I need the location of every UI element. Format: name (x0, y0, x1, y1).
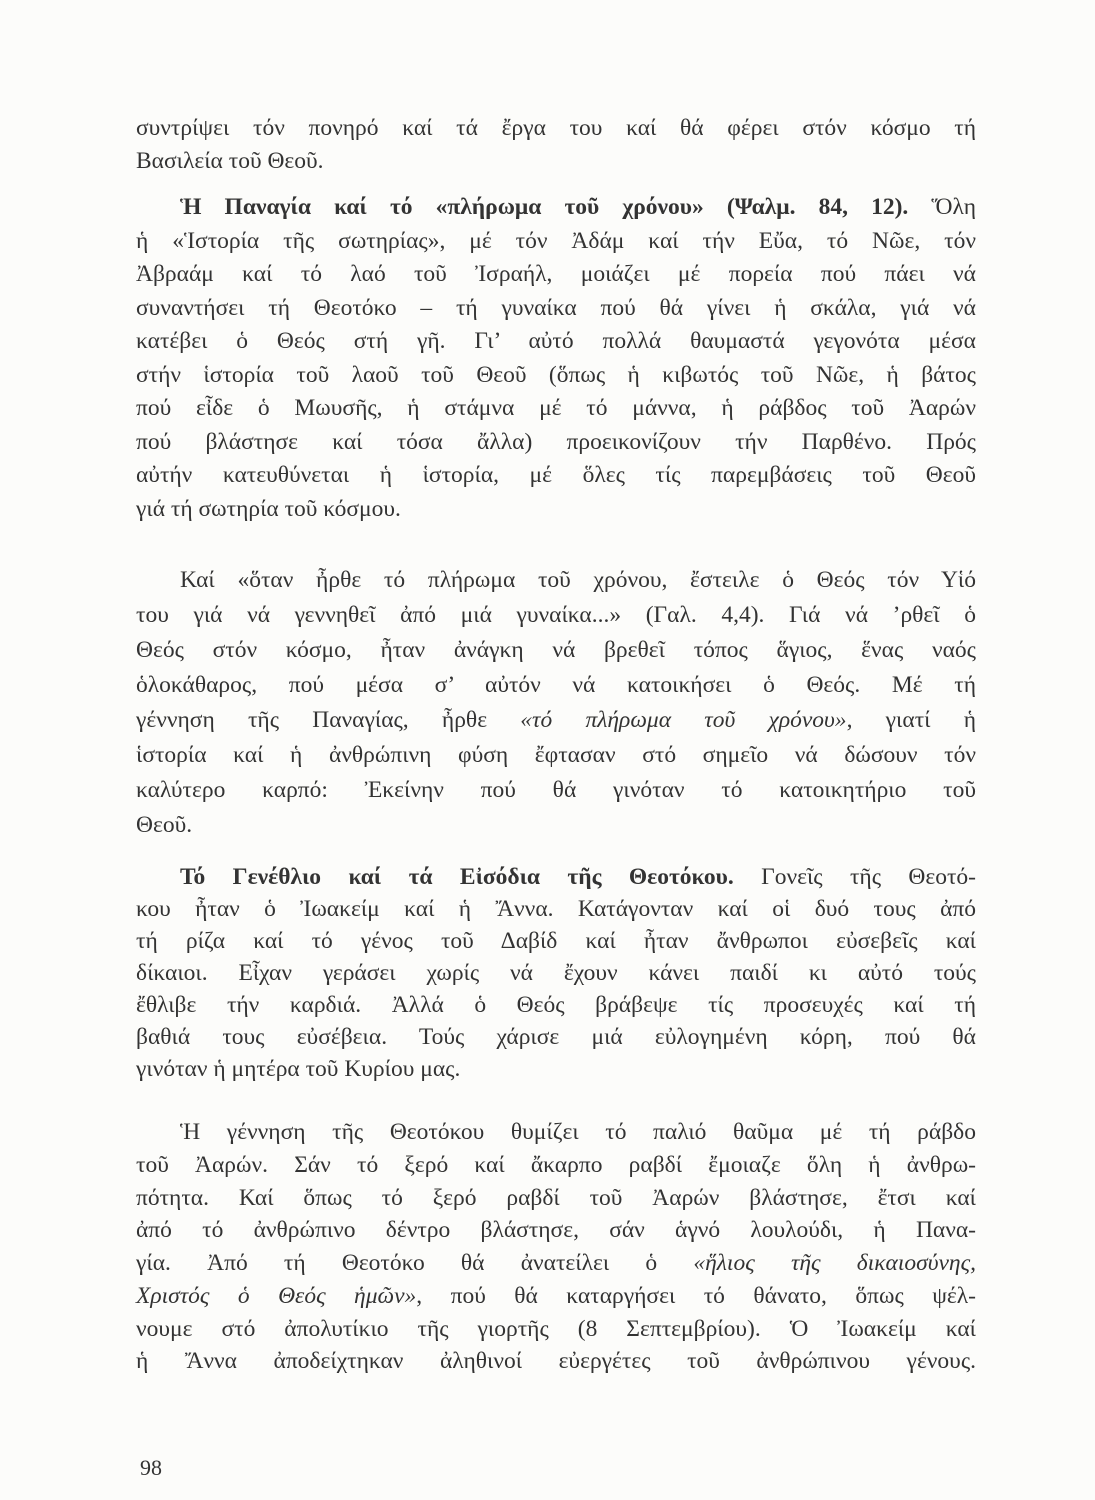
section-heading: Τό Γενέθλιο καί τά Εἰσόδια τῆς Θεοτόκου. (180, 864, 734, 890)
text-segment: ὁλοκάθαρος, πού μέσα σ’ αὐτόν νά κατοικήσει ὁ Θεός. Μέ τή (136, 672, 976, 698)
text-line (136, 1053, 976, 1085)
section-heading: Ἡ Παναγία καί τό «πλήρωμα τοῦ χρόνου» (Ψαλμ. 84, 12). (180, 194, 909, 220)
text-segment: Θεοῦ. (136, 812, 193, 838)
text-line (136, 392, 976, 426)
quotation: Χριστός ὁ Θεός ἡμῶν» (136, 1282, 417, 1309)
text-line (136, 633, 976, 668)
text-line (136, 989, 976, 1021)
paragraph-fullness-of-time (136, 191, 976, 526)
paragraph-birth-of-theotokos (136, 1116, 976, 1378)
text-line (136, 1149, 976, 1182)
text-line (136, 258, 976, 292)
text-line (136, 738, 976, 773)
text-line (136, 808, 976, 843)
text-line (136, 563, 976, 598)
text-line (136, 325, 976, 359)
text-line (136, 1214, 976, 1247)
text-line (136, 145, 976, 178)
text-segment: συντρίψει τόν πονηρό καί τά ἔργα του καί θά φέρει στόν κόσμο τή (136, 115, 976, 141)
text-segment: ἡ Ἄννα ἀποδείχτηκαν ἀληθινοί εὐεργέτες τοῦ ἀνθρώπινου γένους. (136, 1348, 976, 1375)
text-segment: τή ρίζα καί τό γένος τοῦ Δαβίδ καί ἦταν ἄνθρωποι εὐσεβεῖς καί (136, 928, 976, 954)
quotation: «ἥλιος τῆς δικαιοσύνης, (693, 1250, 976, 1276)
text-segment: Ἀβραάμ καί τό λαό τοῦ Ἰσραήλ, μοιάζει μέ πορεία πού πάει νά (136, 261, 976, 287)
text-line (136, 773, 976, 808)
text-segment: , πού θά καταργήσει τό θάνατο, ὅπως ψέλ- (416, 1282, 976, 1309)
text-segment: Ὅλη (908, 194, 976, 220)
paragraph-galatians-quote (136, 563, 976, 843)
text-segment: γιά τή σωτηρία τοῦ κόσμου. (136, 495, 401, 522)
text-segment: ἱστορία καί ἡ ἀνθρώπινη φύση ἔφτασαν στό σημεῖο νά δώσουν τόν (136, 742, 976, 768)
text-segment: ἔθλιβε τήν καρδιά. Ἀλλά ὁ Θεός βράβεψε τίς προσευχές καί τή (136, 992, 976, 1018)
text-line (136, 861, 976, 893)
text-line (136, 225, 976, 259)
text-segment: αὐτήν κατευθύνεται ἡ ἱστορία, μέ ὅλες τίς παρεμβάσεις τοῦ Θεοῦ (136, 462, 976, 488)
text-segment: κατέβει ὁ Θεός στή γῆ. Γι’ αὐτό πολλά θαυμαστά γεγονότα μέσα (136, 328, 976, 354)
text-line (136, 957, 976, 989)
text-line (136, 459, 976, 493)
text-segment: του γιά νά γεννηθεῖ ἀπό μιά γυναίκα...» (Γαλ. 4,4). Γιά νά ’ρθεῖ ὁ (136, 602, 976, 628)
text-line (136, 668, 976, 703)
text-segment: πού βλάστησε καί τόσα ἄλλα) προεικονίζουν τήν Παρθένο. Πρός (136, 428, 976, 455)
text-line (136, 598, 976, 633)
text-segment: κου ἦταν ὁ Ἰωακείμ καί ἡ Ἄννα. Κατάγονταν καί οἱ δυό τους ἀπό (136, 896, 976, 922)
text-segment: Βασιλεία τοῦ Θεοῦ. (136, 148, 324, 174)
text-line (136, 359, 976, 393)
text-segment: τοῦ Ἀαρών. Σάν τό ξερό καί ἄκαρπο ραβδί ἔμοιαζε ὅλη ἡ ἀνθρω- (136, 1151, 976, 1178)
text-segment: καλύτερο καρπό: Ἐκείνην πού θά γινόταν τό κατοικητήριο τοῦ (136, 777, 976, 803)
paragraph-ending (136, 112, 976, 178)
text-line (136, 1313, 976, 1346)
text-segment: βαθιά τους εὐσέβεια. Τούς χάρισε μιά εὐλογημένη κόρη, πού θά (136, 1024, 976, 1050)
text-line (136, 1345, 976, 1378)
text-segment: γέννηση τῆς Παναγίας, ἦρθε (136, 707, 521, 733)
text-segment: γία. Ἀπό τή Θεοτόκο θά ἀνατείλει ὁ (136, 1250, 694, 1276)
text-line (136, 925, 976, 957)
text-line (136, 1021, 976, 1053)
text-line (136, 493, 976, 527)
text-segment: δίκαιοι. Εἶχαν γεράσει χωρίς νά ἔχουν κάνει παιδί κι αὐτό τούς (136, 960, 976, 986)
text-segment: ἡ «Ἱστορία τῆς σωτηρίας», μέ τόν Ἀδάμ καί τήν Εὔα, τό Νῶε, τόν (136, 227, 976, 254)
text-segment: πότητα. Καί ὅπως τό ξερό ραβδί τοῦ Ἀαρών βλάστησε, ἔτσι καί (136, 1184, 976, 1211)
text-line (136, 893, 976, 925)
text-segment: , γιατί ἡ (846, 707, 976, 733)
text-line (136, 112, 976, 145)
text-segment: στήν ἱστορία τοῦ λαοῦ τοῦ Θεοῦ (ὅπως ἡ κιβωτός τοῦ Νῶε, ἡ βάτος (136, 361, 976, 388)
text-segment: Θεός στόν κόσμο, ἦταν ἀνάγκη νά βρεθεῖ τόπος ἅγιος, ἕνας ναός (136, 637, 976, 663)
text-line (136, 1280, 976, 1313)
text-line (136, 1182, 976, 1215)
text-line (136, 292, 976, 326)
page-number: 98 (140, 1455, 162, 1480)
text-segment: Γονεῖς τῆς Θεοτό- (733, 864, 976, 890)
text-line (136, 1116, 976, 1149)
paragraph-nativity-and-entry (136, 861, 976, 1085)
text-segment: γινόταν ἡ μητέρα τοῦ Κυρίου μας. (136, 1056, 461, 1082)
text-segment: νουμε στό ἀπολυτίκιο τῆς γιορτῆς (8 Σεπτεμβρίου). Ὁ Ἰωακείμ καί (136, 1315, 976, 1342)
text-segment: Καί «ὅταν ἦρθε τό πλήρωμα τοῦ χρόνου, ἔστειλε ὁ Θεός τόν Υἱό (180, 567, 976, 593)
text-segment: Ἡ γέννηση τῆς Θεοτόκου θυμίζει τό παλιό θαῦμα μέ τή ράβδο (180, 1119, 976, 1145)
text-segment: ἀπό τό ἀνθρώπινο δέντρο βλάστησε, σάν ἁγνό λουλούδι, ἡ Πανα- (136, 1217, 976, 1244)
text-line (136, 703, 976, 738)
quotation: «τό πλήρωμα τοῦ χρόνου» (520, 707, 847, 733)
text-line (136, 191, 976, 225)
text-line (136, 426, 976, 460)
text-line (136, 1247, 976, 1280)
text-segment: πού εἶδε ὁ Μωυσῆς, ἡ στάμνα μέ τό μάννα, ἡ ράβδος τοῦ Ἀαρών (136, 395, 976, 421)
text-segment: συναντήσει τή Θεοτόκο – τή γυναίκα πού θά γίνει ἡ σκάλα, γιά νά (136, 294, 976, 321)
